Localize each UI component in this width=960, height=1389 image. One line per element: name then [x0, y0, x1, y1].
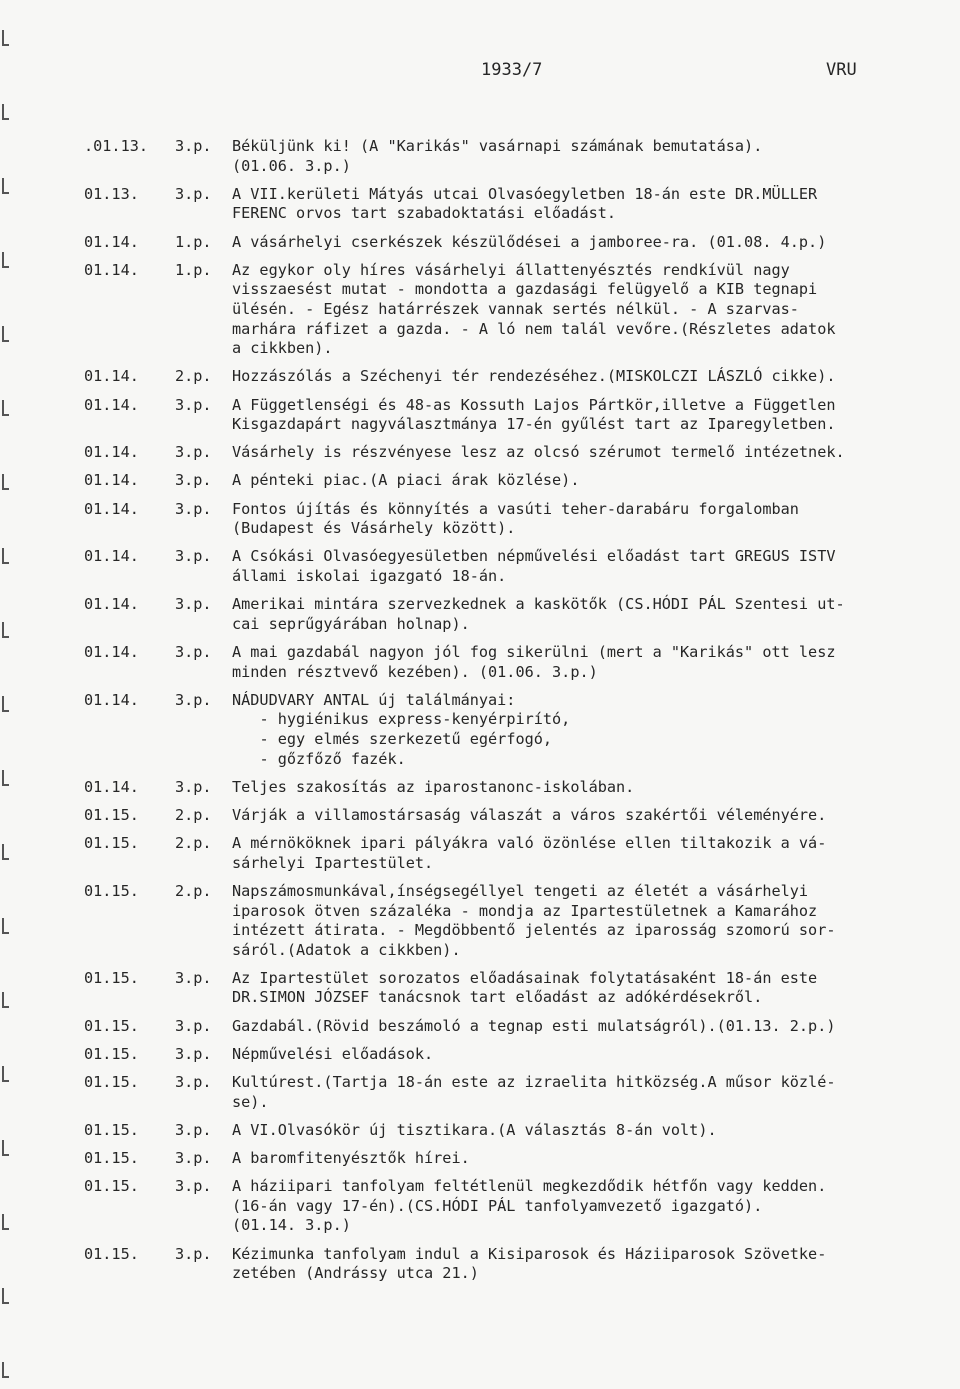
entry-text: NÁDUDVARY ANTAL új találmányai: - hygiénikus express-kenyérpirító, - egy elmés szerkezetű egérfogó, - gőzfőző fazék. — [232, 690, 571, 768]
entry-text: Amerikai mintára szervezkednek a kaskötők (CS.HÓDI PÁL Szentesi ut- cai seprűgyárában holnap). — [232, 595, 845, 633]
entry-text: Kézimunka tanfolyam indul a Kisiparosok és Háziiparosok Szövetke- zetében (Andrássy utca 21.) — [232, 1244, 827, 1283]
entry-page: 3.p. — [175, 1016, 212, 1035]
entry-page: 3.p. — [175, 547, 212, 566]
entry-row — [84, 1121, 944, 1141]
entry-row — [84, 1245, 944, 1284]
entry-row — [84, 233, 944, 253]
entry-row — [84, 261, 944, 359]
entry-date: 01.14. — [84, 471, 139, 490]
entry-text: A Csókási Olvasóegyesületben népművelési előadást tart GREGUS ISTV állami iskolai igazgató 18-án. — [232, 547, 836, 586]
entry-text: Teljes szakosítás az iparostanonc-iskolában. — [232, 777, 635, 796]
entry-list — [84, 137, 944, 1292]
entry-row — [84, 443, 944, 463]
entry-date: 01.14. — [84, 595, 139, 614]
entry-page: 3.p. — [175, 968, 212, 987]
entry-text: Hozzászólás a Széchenyi tér rendezéséhez.(MISKOLCZI LÁSZLÓ cikke). — [232, 367, 836, 386]
entry-date: 01.15. — [84, 805, 139, 824]
entry-row — [84, 595, 944, 634]
entry-page: 3.p. — [175, 777, 212, 796]
entry-text: A Függetlenségi és 48-as Kossuth Lajos Pártkör,illetve a Független Kisgazdapárt nagyválasztmánya 17-én gyűlést tart az Iparegyletben. — [232, 395, 836, 434]
entry-page: 3.p. — [175, 471, 212, 490]
entry-date: 01.14. — [84, 395, 139, 414]
entry-text: Várják a villamostársaság válaszát a város szakértői véleményére. — [232, 805, 827, 824]
entry-text: A vásárhelyi cserkészek készülődései a jamboree-ra. (01.08. 4.p.) — [232, 232, 827, 251]
entry-page: 1.p. — [175, 232, 212, 251]
entry-page: 3.p. — [175, 1120, 212, 1139]
entry-page: 2.p. — [175, 834, 212, 853]
entry-row — [84, 471, 944, 491]
entry-text: Népművelési előadások. — [232, 1044, 434, 1063]
binding-marks — [0, 0, 12, 1389]
entry-row — [84, 1073, 944, 1112]
entry-row — [84, 547, 944, 586]
entry-row — [84, 643, 944, 682]
entry-row — [84, 1149, 944, 1169]
entry-date: 01.15. — [84, 968, 139, 987]
entry-row — [84, 396, 944, 435]
entry-date: 01.13. — [84, 184, 139, 203]
page-header — [0, 60, 960, 84]
entry-text: Az egykor oly híres vásárhelyi állattenyésztés rendkívül nagy visszaesést mutat - mondotta a gazdasági felügyelő a KIB tegnapi ülésén. - Egész határrészek vannak sertés nélkül. - A szarvas- marhára ráfizet a gazda. - A ló nem talál vevőre.(Részletes adatok a cikkben). — [232, 260, 836, 358]
entry-date: 01.14. — [84, 547, 139, 566]
entry-page: 3.p. — [175, 499, 212, 518]
entry-page: 3.p. — [175, 1044, 212, 1063]
entry-row — [84, 1045, 944, 1065]
entry-date: 01.14. — [84, 443, 139, 462]
entry-date: 01.14. — [84, 367, 139, 386]
entry-text: Az Ipartestület sorozatos előadásainak folytatásaként 18-án este DR.SIMON JÓZSEF tanácsnok tart előadást az adókérdésekről. — [232, 968, 818, 1007]
entry-row — [84, 834, 944, 873]
entry-page: 3.p. — [175, 595, 212, 614]
entry-page: 3.p. — [175, 1073, 212, 1092]
entry-text: Kultúrest.(Tartja 18-án este az izraelita hitközség.A műsor közlé- se). — [232, 1073, 836, 1111]
entry-row — [84, 969, 944, 1008]
entry-text: A pénteki piac.(A piaci árak közlése). — [232, 471, 580, 490]
entry-row — [84, 367, 944, 387]
entry-page: 2.p. — [175, 805, 212, 824]
entry-text: Fontos újítás és könnyítés a vasúti teher-darabáru forgalomban (Budapest és Vásárhely között). — [232, 499, 799, 538]
entry-date: .01.13. — [84, 137, 149, 155]
entry-row — [84, 1017, 944, 1037]
entry-row — [84, 185, 944, 224]
entry-text: A mérnököknek ipari pályákra való özönlése ellen tiltakozik a vá- sárhelyi Ipartestület. — [232, 834, 827, 872]
entry-page: 3.p. — [175, 443, 212, 462]
document-tag: VRU — [826, 60, 857, 80]
entry-date: 01.15. — [84, 1244, 139, 1263]
entry-page: 3.p. — [175, 643, 212, 661]
entry-date: 01.15. — [84, 881, 139, 900]
entry-date: 01.15. — [84, 1149, 139, 1167]
entry-page: 2.p. — [175, 881, 212, 900]
entry-date: 01.15. — [84, 1120, 139, 1139]
entry-text: A VI.Olvasókör új tisztikara.(A választás 8-án volt). — [232, 1120, 717, 1139]
entry-row — [84, 882, 944, 960]
entry-date: 01.15. — [84, 834, 139, 853]
entry-date: 01.14. — [84, 777, 139, 796]
entry-page: 3.p. — [175, 1149, 212, 1167]
entry-date: 01.14. — [84, 232, 139, 251]
entry-page: 3.p. — [175, 690, 212, 709]
entry-date: 01.15. — [84, 1044, 139, 1063]
entry-date: 01.14. — [84, 260, 139, 279]
entry-page: 3.p. — [175, 137, 212, 155]
entry-page: 1.p. — [175, 260, 212, 279]
entry-date: 01.15. — [84, 1016, 139, 1035]
entry-row — [84, 500, 944, 539]
entry-page: 3.p. — [175, 1177, 212, 1196]
entry-text: Napszámosmunkával,ínségsegéllyel tengeti az életét a vásárhelyi iparosok ötven százaléka - mondja az Ipartestületnek a Kamarához intézett átirata. - Megdöbbentő jelentés az iparosság szomorú sor- sáról.(Adatok a cikkben). — [232, 881, 836, 959]
entry-date: 01.14. — [84, 690, 139, 709]
entry-row — [84, 1177, 944, 1236]
entry-page: 3.p. — [175, 1244, 212, 1263]
entry-date: 01.14. — [84, 499, 139, 518]
entry-text: A mai gazdabál nagyon jól fog sikerülni (mert a "Karikás" ott lesz minden résztvevő kezében). (01.06. 3.p.) — [232, 643, 836, 681]
document-code: 1933/7 — [481, 60, 543, 80]
entry-date: 01.14. — [84, 643, 139, 661]
entry-text: A VII.kerületi Mátyás utcai Olvasóegyletben 18-án este DR.MÜLLER FERENC orvos tart szabadoktatási előadást. — [232, 184, 818, 223]
entry-text: Gazdabál.(Rövid beszámoló a tegnap esti mulatságról).(01.13. 2.p.) — [232, 1016, 836, 1035]
entry-row — [84, 137, 944, 176]
entry-date: 01.15. — [84, 1177, 139, 1196]
entry-page: 3.p. — [175, 395, 212, 414]
entry-row — [84, 778, 944, 798]
entry-text: Vásárhely is részvényese lesz az olcsó szérumot termelő intézetnek. — [232, 443, 845, 462]
entry-row — [84, 691, 944, 769]
entry-text: A baromfitenyésztők hírei. — [232, 1149, 470, 1167]
entry-row — [84, 806, 944, 826]
entry-text: A háziipari tanfolyam feltétlenül megkezdődik hétfőn vagy kedden. (16-án vagy 17-én).(CS.HÓDI PÁL tanfolyamvezető igazgató). (01.14. 3.p.) — [232, 1177, 827, 1235]
entry-date: 01.15. — [84, 1073, 139, 1092]
entry-page: 2.p. — [175, 367, 212, 386]
entry-text: Béküljünk ki! (A "Karikás" vasárnapi számának bemutatása). (01.06. 3.p.) — [232, 137, 763, 175]
entry-page: 3.p. — [175, 184, 212, 203]
